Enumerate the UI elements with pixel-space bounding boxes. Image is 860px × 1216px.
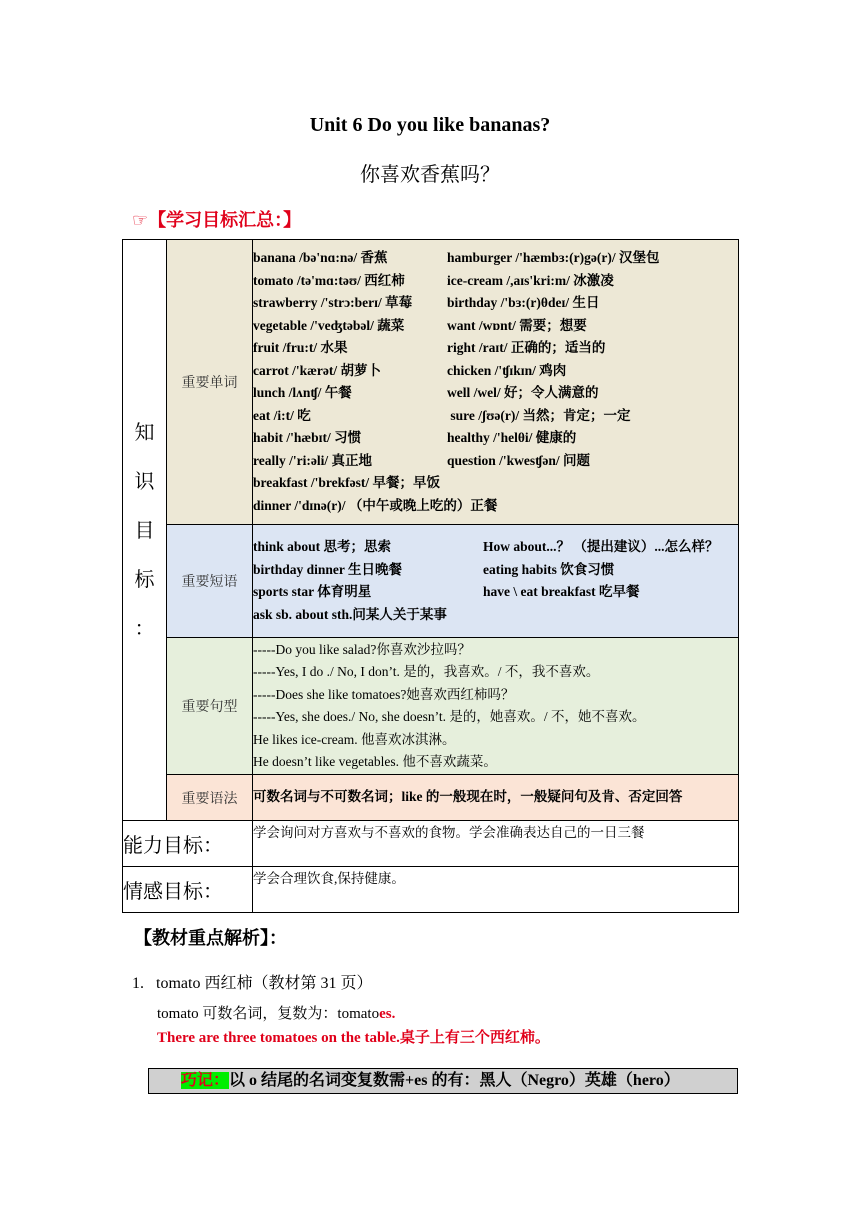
vocab-row: eat /i:t/ 吃 sure /ʃʊə(r)/ 当然；肯定；一定 xyxy=(253,407,631,423)
page-subtitle: 你喜欢香蕉吗？ xyxy=(360,162,500,186)
sentences-list: -----Do you like salad?你喜欢沙拉吗？ -----Yes, I do ./ No, I don’t. 是的，我喜欢。/ 不，我不喜欢。 -----Does she like tomatoes?她喜欢西红柿吗？ -----Yes, she does./ No, she doesn’t. 是的，她喜欢。/ 不，她不喜欢。 He likes ice-cream. 他喜欢冰淇淋。 He doesn’t like vegetables. 他不喜欢蔬菜。 xyxy=(253,638,739,775)
item-1-plural: tomato 可数名词，复数为：tomatoes. xyxy=(157,1006,396,1022)
vocab-row: lunch /lʌnʧ/ 午餐 well /wel/ 好；令人满意的 xyxy=(253,385,599,400)
tip-text: 以 o 结尾的名词变复数需+es 的有：黑人（Negro）英雄（hero） xyxy=(229,1072,680,1089)
tip-label: 巧记： xyxy=(181,1072,230,1089)
phrases-list: think about 思考；思索 How about...？ （提出建议）...怎么样？ birthday dinner 生日晚餐 eating habits 饮食习惯 sports star 体育明星 have \ eat breakfast 吃早餐 ask sb. about sth.问某人关于某事 xyxy=(253,525,739,638)
vocab-row: habit /'hæbɪt/ 习惯 healthy /'helθi/ 健康的 xyxy=(253,430,577,445)
memory-tip-box xyxy=(148,1068,738,1094)
grammar-text: 可数名词与不可数名词；like 的一般现在时，一般疑问句及肯、否定回答 xyxy=(253,775,739,821)
goals-heading: ☞【学习目标汇总：】 xyxy=(132,210,302,231)
item-1-heading: 1. tomato 西红柿（教材第 31 页） xyxy=(132,975,373,992)
vocab-row: tomato /tə'mɑ:təʊ/ 西红柿 ice-cream /,aɪs'kri:m/ 冰激凌 xyxy=(253,272,614,288)
ability-goals-text: 学会询问对方喜欢与不喜欢的食物。学会准确表达自己的一日三餐 xyxy=(253,821,739,867)
emotion-goals-text: 学会合理饮食,保持健康。 xyxy=(253,867,739,913)
learning-goals-table xyxy=(122,239,739,913)
vocab-row: really /'ri:əli/ 真正地 question /'kwesʧən/ 问题 xyxy=(253,452,591,468)
item-1-example: There are three tomatoes on the table.桌子上有三个西红柿。 xyxy=(157,1030,550,1046)
sentences-label: 重要句型 xyxy=(167,638,253,775)
vocab-row: dinner /'dɪnə(r)/ （中午或晚上吃的）正餐 xyxy=(253,497,498,513)
vocab-row: carrot /'kærət/ 胡萝卜 chicken /'ʧɪkɪn/ 鸡肉 xyxy=(253,362,567,378)
vocab-row: fruit /fru:t/ 水果 right /raɪt/ 正确的；适当的 xyxy=(253,340,606,355)
vocab-row: banana /bə'nɑ:nə/ 香蕉 hamburger /'hæmbɜ:(r)gə(r)/ 汉堡包 xyxy=(253,250,660,265)
grammar-label: 重要语法 xyxy=(167,775,253,821)
vocab-list xyxy=(253,240,739,525)
vocab-row: strawberry /'strɔ:berɪ/ 草莓 birthday /'bɜ:(r)θdeɪ/ 生日 xyxy=(253,295,600,310)
ability-goals-label: 能力目标： xyxy=(123,821,253,867)
page-title: Unit 6 Do you like bananas? xyxy=(309,114,551,136)
vocab-row: breakfast /'brekfəst/ 早餐；早饭 xyxy=(253,475,440,490)
knowledge-goals-label: 知 识 目 标 ： xyxy=(123,240,167,821)
phrases-label: 重要短语 xyxy=(167,525,253,638)
vocab-row: vegetable /'veʤtəbəl/ 蔬菜 want /wɒnt/ 需要；想要 xyxy=(253,317,587,333)
vocab-label: 重要单词 xyxy=(167,240,253,525)
emotion-goals-label: 情感目标： xyxy=(123,867,253,913)
analysis-heading: 【教材重点解析】： xyxy=(134,928,287,949)
